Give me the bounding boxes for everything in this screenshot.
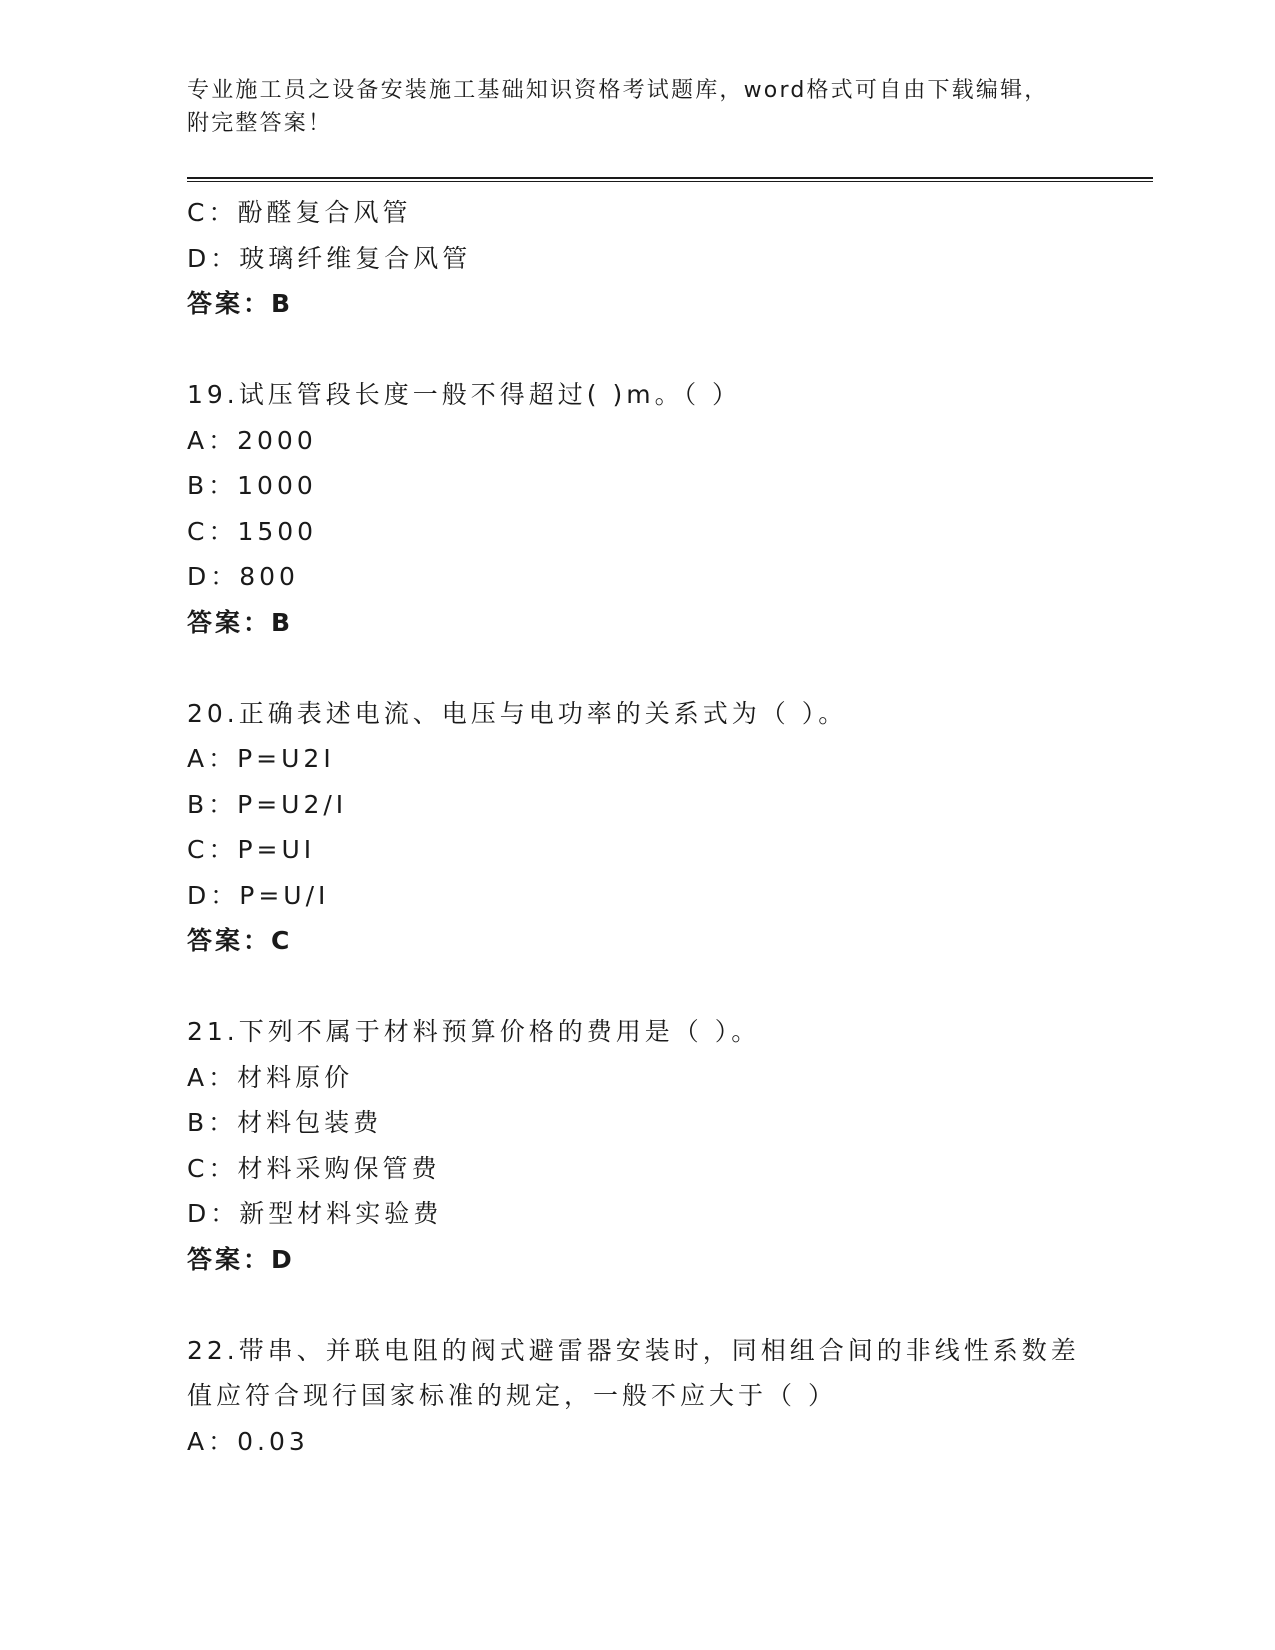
option-c: C：1500 xyxy=(187,516,318,546)
option-d: D：800 xyxy=(187,562,299,591)
option-a: A：2000 xyxy=(187,425,317,455)
question-18-tail xyxy=(187,190,1087,327)
option-d: D：新型材料实验费 xyxy=(187,1199,443,1228)
question-text-line-1: 22.带串、并联电阻的阀式避雷器安装时，同相组合间的非线性系数差 xyxy=(187,1335,1080,1365)
answer: 答案：B xyxy=(187,289,294,318)
question-21 xyxy=(187,1009,1087,1282)
option-d: D：P=U/I xyxy=(187,880,330,910)
option-a: A：P=U2I xyxy=(187,744,335,773)
header-divider-thin xyxy=(187,181,1153,182)
spacer xyxy=(187,327,1087,373)
option-b: B：P=U2/I xyxy=(187,789,348,819)
question-22 xyxy=(187,1328,1087,1465)
question-20 xyxy=(187,691,1087,964)
question-text: 21.下列不属于材料预算价格的费用是（ ）。 xyxy=(187,1017,761,1046)
page-header xyxy=(187,74,1087,140)
answer: 答案：D xyxy=(187,1244,295,1274)
option-b: B：材料包装费 xyxy=(187,1108,383,1137)
spacer xyxy=(187,645,1087,691)
answer: 答案：C xyxy=(187,926,293,955)
option-c: C：P=UI xyxy=(187,835,316,864)
header-line-2: 附完整答案！ xyxy=(187,111,333,136)
answer: 答案：B xyxy=(187,607,294,637)
option-a: A：0.03 xyxy=(187,1426,309,1456)
option-b: B：1000 xyxy=(187,471,317,500)
question-text-line-2: 值应符合现行国家标准的规定，一般不应大于（ ） xyxy=(187,1381,837,1410)
option-c: C：材料采购保管费 xyxy=(187,1153,441,1183)
spacer xyxy=(187,964,1087,1010)
header-line-1: 专业施工员之设备安装施工基础知识资格考试题库，word格式可自由下载编辑， xyxy=(187,78,1049,103)
question-text: 20.正确表述电流、电压与电功率的关系式为（ ）。 xyxy=(187,698,848,728)
option-c: C：酚醛复合风管 xyxy=(187,198,412,227)
question-19 xyxy=(187,372,1087,645)
spacer xyxy=(187,1282,1087,1328)
header-divider-thick xyxy=(187,177,1153,179)
question-text: 19.试压管段长度一般不得超过( )m。（ ） xyxy=(187,380,742,409)
option-a: A：材料原价 xyxy=(187,1062,354,1092)
question-list xyxy=(187,190,1087,1464)
option-d: D：玻璃纤维复合风管 xyxy=(187,243,472,273)
